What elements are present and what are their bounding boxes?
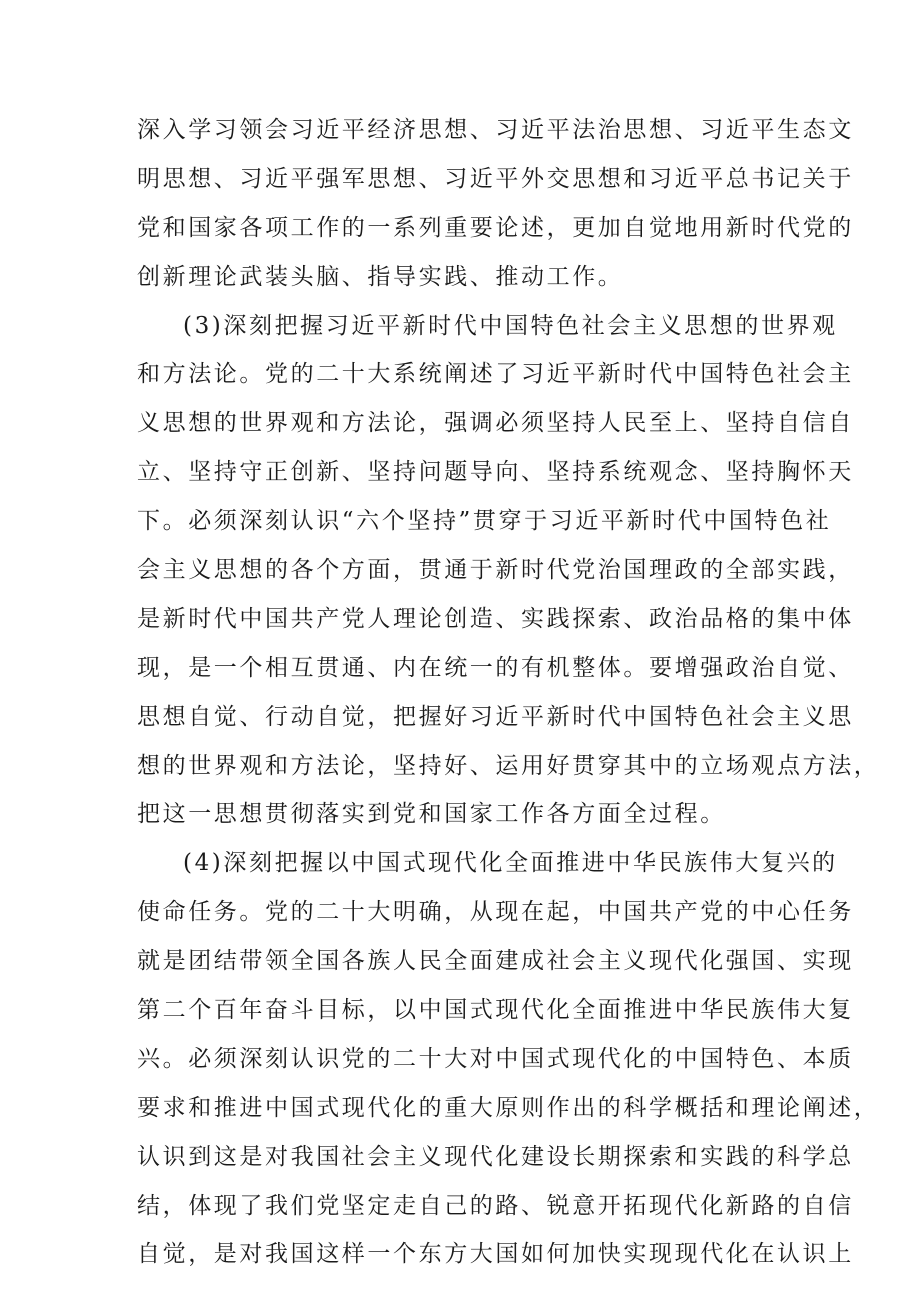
text-line: 明思想、习近平强军思想、习近平外交思想和习近平总书记关于 [137, 165, 854, 192]
text-line: 深入学习领会习近平经济思想、习近平法治思想、习近平生态文 [137, 117, 854, 143]
paragraph-item-3 [137, 302, 880, 840]
text-line: 现，是一个相互贯通、内在统一的有机整体。要增强政治自觉、 [137, 654, 854, 681]
text-line: 结，体现了我们党坚定走自己的路、锐意开拓现代化新路的自信 [137, 1192, 854, 1219]
text-line: 要求和推进中国式现代化的重大原则作出的科学概括和理论阐述， [137, 1094, 880, 1121]
text-line: 会主义思想的各个方面，贯通于新时代党治国理政的全部实践， [137, 557, 854, 584]
text-line: 和方法论。党的二十大系统阐述了习近平新时代中国特色社会主 [137, 361, 854, 388]
paragraph-item-4 [137, 839, 880, 1279]
text-line: 党和国家各项工作的一系列重要论述，更加自觉地用新时代党的 [137, 214, 854, 241]
text-line: 立、坚持守正创新、坚持问题导向、坚持系统观念、坚持胸怀天 [137, 459, 854, 486]
text-line: 兴。必须深刻认识党的二十大对中国式现代化的中国特色、本质 [137, 1045, 854, 1072]
paragraph-continuation [137, 106, 854, 302]
text-line: 就是团结带领全国各族人民全面建成社会主义现代化强国、实现 [137, 948, 854, 975]
text-line-first: (3)深刻把握习近平新时代中国特色社会主义思想的世界观 [183, 312, 838, 339]
text-line: 第二个百年奋斗目标，以中国式现代化全面推进中华民族伟大复 [137, 997, 854, 1024]
text-line: 思想自觉、行动自觉，把握好习近平新时代中国特色社会主义思 [137, 703, 854, 730]
document-body [137, 106, 880, 1279]
text-line-first: (4)深刻把握以中国式现代化全面推进中华民族伟大复兴的 [183, 850, 838, 877]
text-line: 认识到这是对我国社会主义现代化建设长期探索和实践的科学总 [137, 1143, 854, 1170]
text-line: 是新时代中国共产党人理论创造、实践探索、政治品格的集中体 [137, 605, 854, 632]
text-line: 义思想的世界观和方法论，强调必须坚持人民至上、坚持自信自 [137, 410, 854, 437]
text-line: 想的世界观和方法论，坚持好、运用好贯穿其中的立场观点方法， [137, 752, 880, 779]
text-line: 创新理论武装头脑、指导实践、推动工作。 [137, 263, 624, 290]
text-line: 使命任务。党的二十大明确，从现在起，中国共产党的中心任务 [137, 899, 854, 926]
text-line: 下。必须深刻认识“六个坚持”贯穿于习近平新时代中国特色社 [137, 508, 832, 535]
text-line: 把这一思想贯彻落实到党和国家工作各方面全过程。 [137, 801, 726, 828]
text-line: 自觉，是对我国这样一个东方大国如何加快实现现代化在认识上 [137, 1241, 854, 1268]
